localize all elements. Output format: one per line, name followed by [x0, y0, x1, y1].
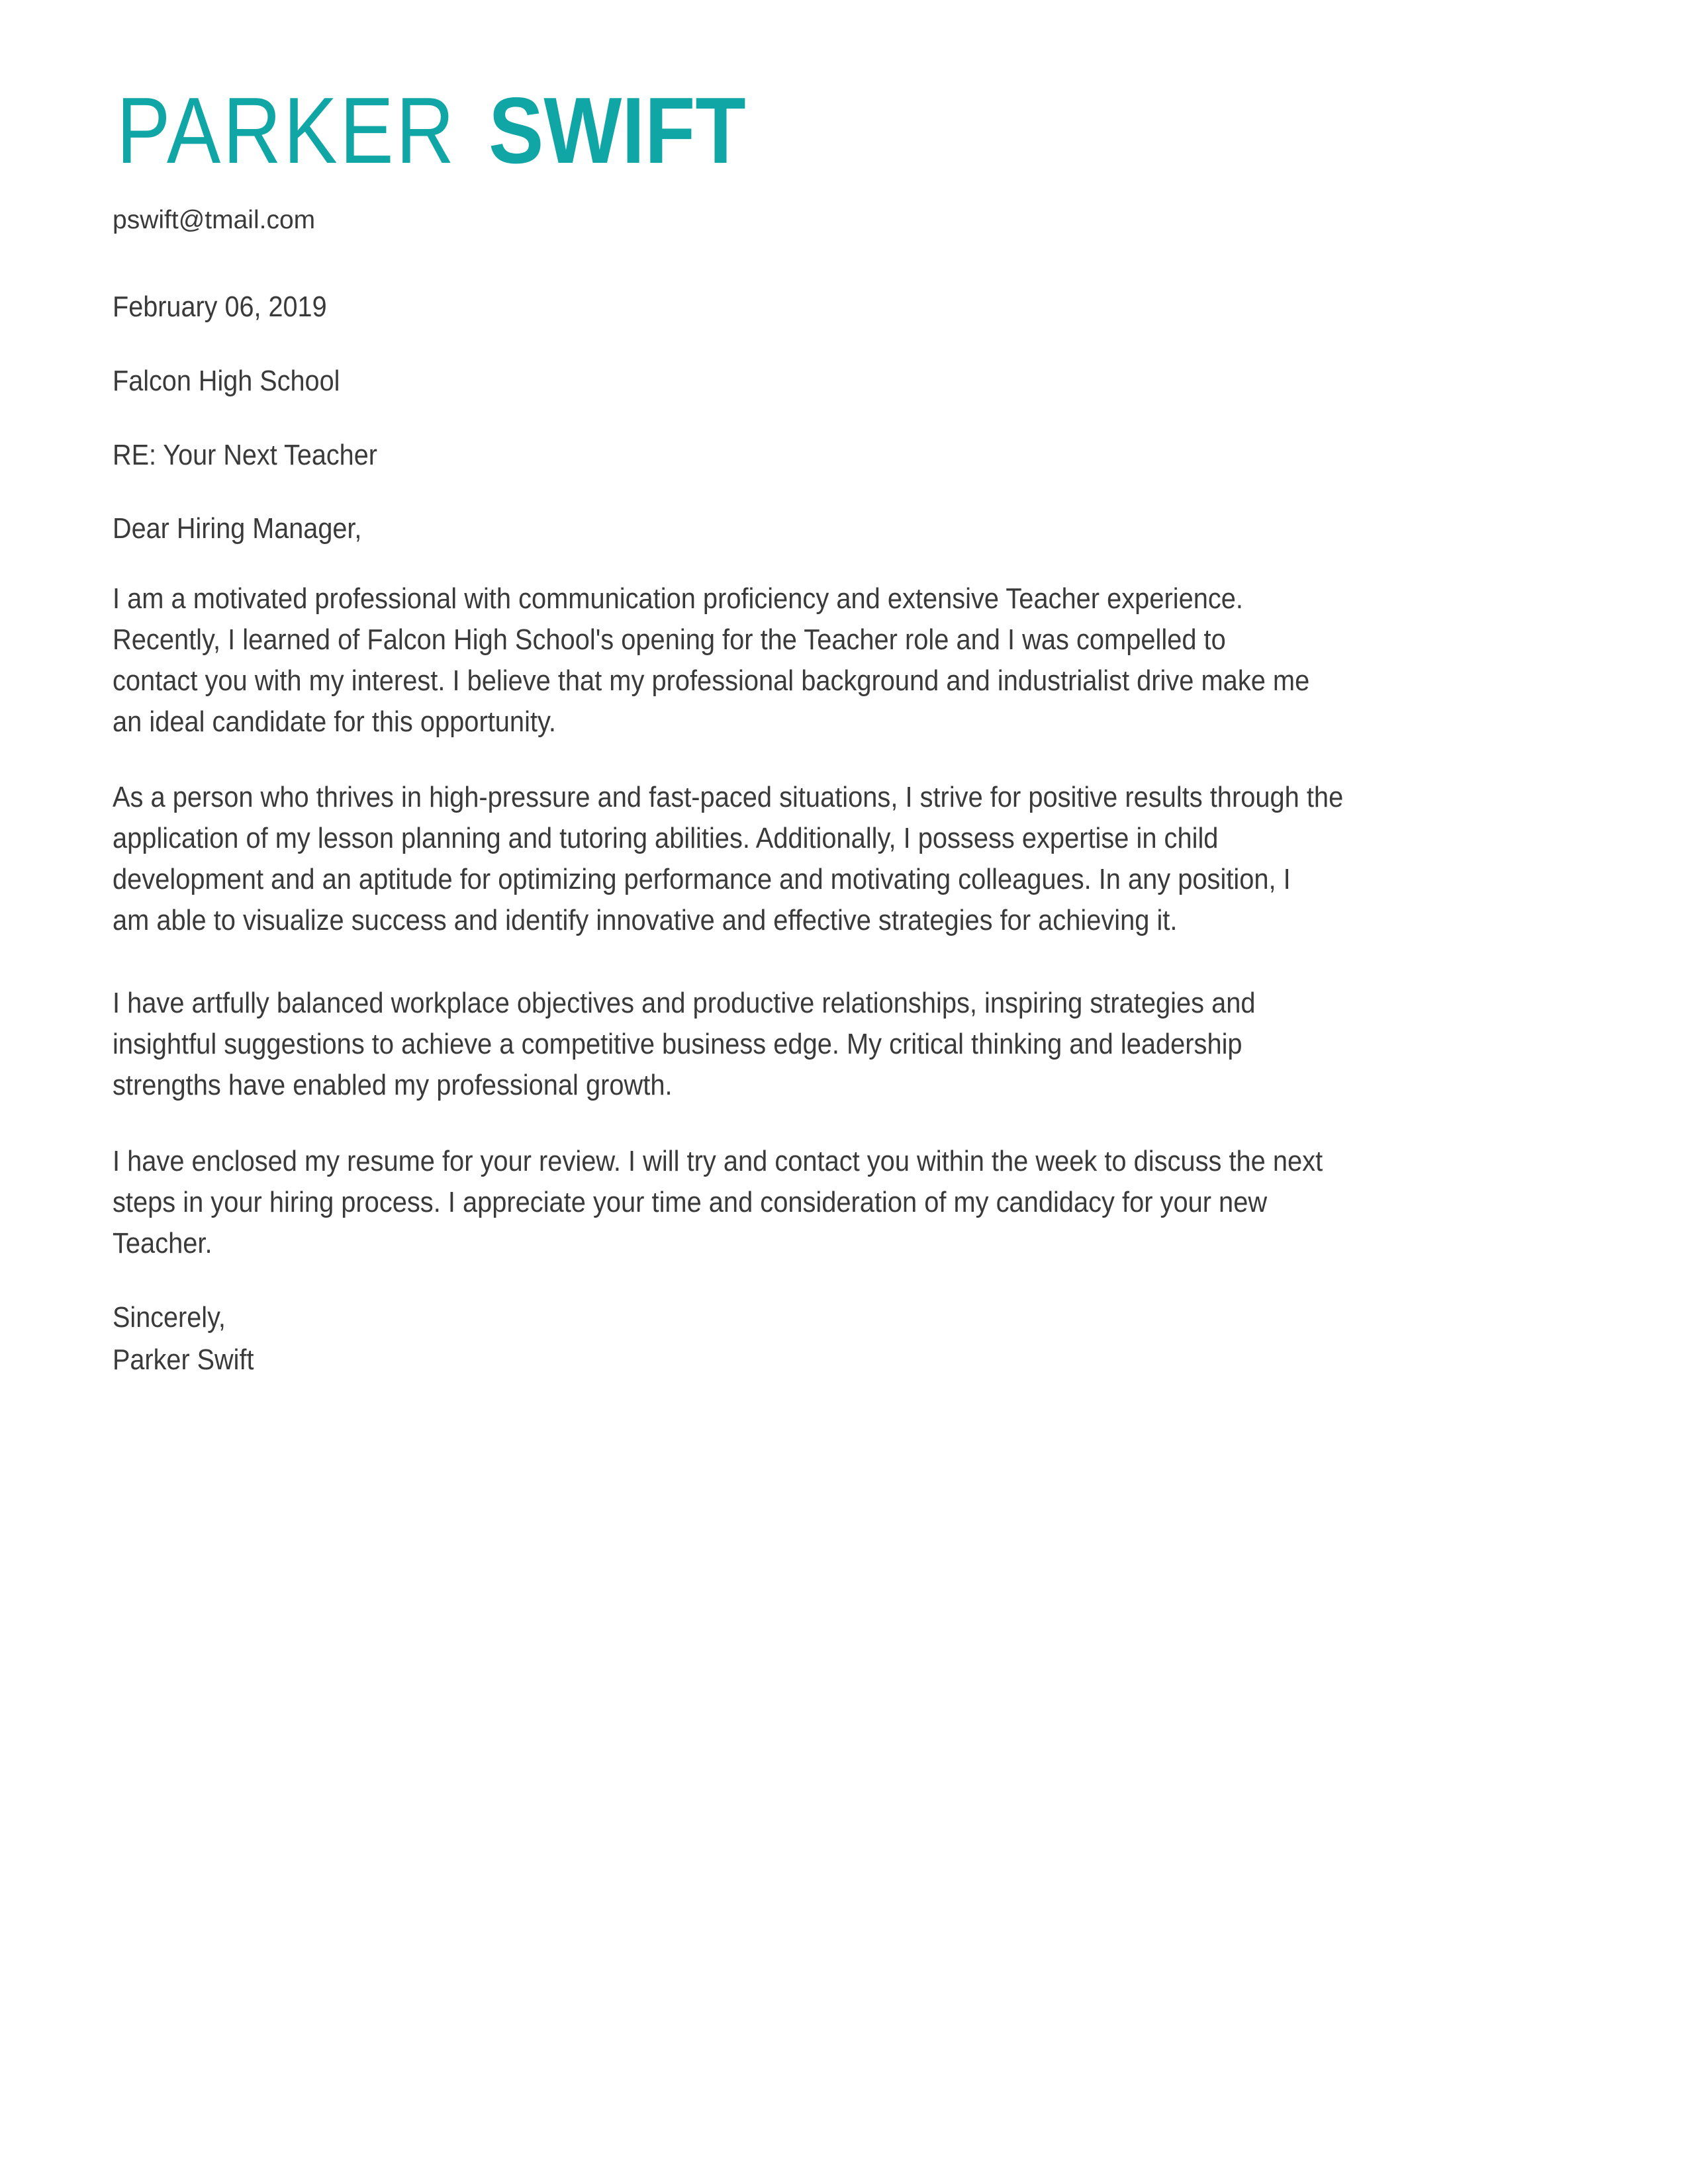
first-name: PARKER: [117, 78, 457, 183]
paragraph-line: steps in your hiring process. I appreciate your time and consideration of my candidacy for your new: [113, 1186, 1268, 1218]
recipient: Falcon High School: [113, 365, 340, 397]
paragraph-line: insightful suggestions to achieve a competitive business edge. My critical thinking and leadership: [113, 1028, 1243, 1060]
paragraph-line: Recently, I learned of Falcon High School's opening for the Teacher role and I was compelled to: [113, 623, 1226, 656]
paragraph-line: Teacher.: [113, 1227, 212, 1259]
salutation: Dear Hiring Manager,: [113, 512, 362, 545]
header-name: [117, 78, 746, 183]
paragraph-2: [113, 777, 1582, 941]
paragraph-1: [113, 578, 1582, 743]
letter-date: February 06, 2019: [113, 291, 327, 323]
paragraph-line: I have enclosed my resume for your review. I will try and contact you within the week to discuss the next: [113, 1145, 1323, 1177]
paragraph-line: application of my lesson planning and tutoring abilities. Additionally, I possess expertise in child: [113, 822, 1219, 854]
subject-line: RE: Your Next Teacher: [113, 439, 377, 471]
paragraph-line: am able to visualize success and identify innovative and effective strategies for achieving it.: [113, 904, 1178, 936]
paragraph-4: [113, 1141, 1582, 1264]
paragraph-line: As a person who thrives in high-pressure and fast-paced situations, I strive for positive results through the: [113, 781, 1344, 813]
closing: Sincerely,: [113, 1301, 226, 1334]
signature: Parker Swift: [113, 1343, 254, 1376]
paragraph-line: I have artfully balanced workplace objectives and productive relationships, inspiring strategies and: [113, 987, 1256, 1019]
paragraph-line: contact you with my interest. I believe that my professional background and industrialist drive make me: [113, 664, 1310, 697]
last-name: SWIFT: [489, 78, 746, 183]
paragraph-line: strengths have enabled my professional growth.: [113, 1069, 673, 1101]
paragraph-line: an ideal candidate for this opportunity.: [113, 705, 557, 738]
paragraph-line: development and an aptitude for optimizing performance and motivating colleagues. In any position, I: [113, 863, 1291, 895]
paragraph-3: [113, 983, 1582, 1106]
email-address: pswift@tmail.com: [113, 206, 316, 234]
paragraph-line: I am a motivated professional with communication proficiency and extensive Teacher experience.: [113, 582, 1243, 615]
